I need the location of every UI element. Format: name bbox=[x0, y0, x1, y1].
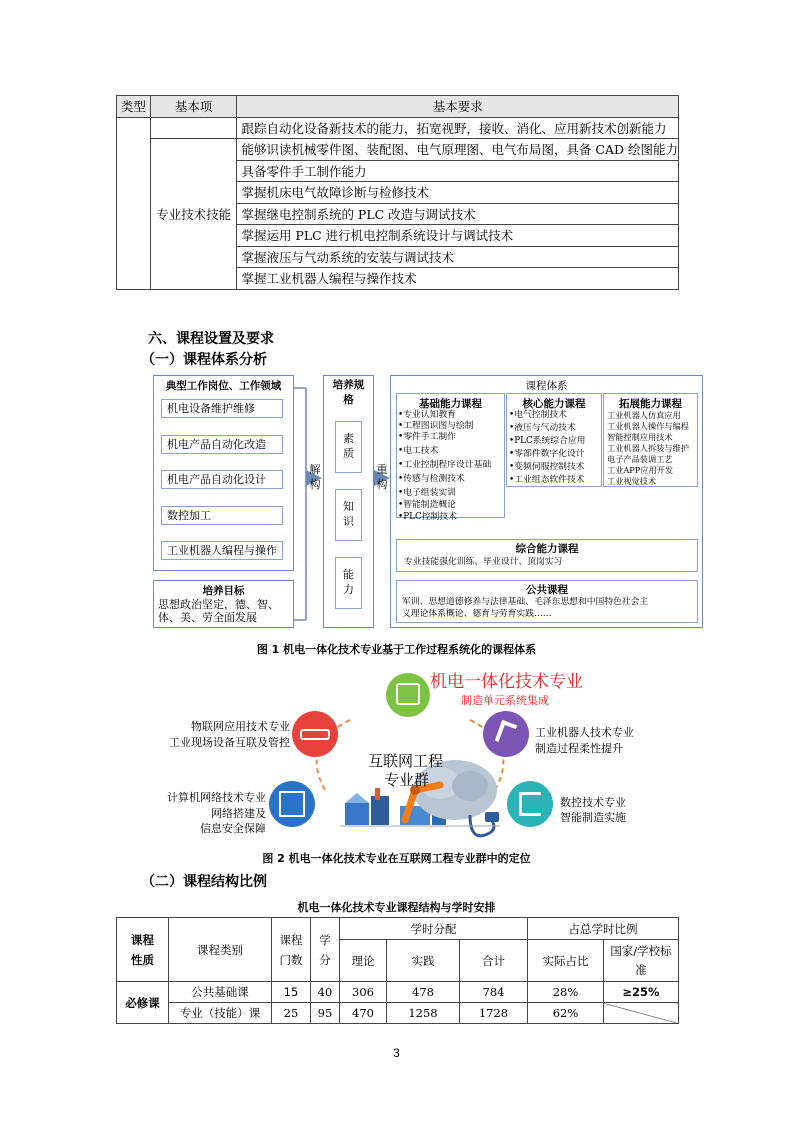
header-standard-line: 国家/学校标 bbox=[610, 943, 672, 958]
header-standard-line: 准 bbox=[635, 962, 647, 977]
job-item: 数控加工 bbox=[161, 506, 283, 525]
group-title-line: 互联网工程 bbox=[368, 752, 444, 770]
section-heading-6: 六、课程设置及要求 bbox=[148, 331, 274, 347]
table-row bbox=[117, 1003, 679, 1024]
total-cell: 1728 bbox=[460, 1003, 528, 1024]
type-cell: 专业（技能）课 bbox=[169, 1003, 272, 1024]
jobs-title: 典型工作岗位、工作领域 bbox=[165, 380, 282, 392]
standard-cell: ≥25% bbox=[604, 982, 679, 1003]
goal-title: 培养目标 bbox=[202, 585, 245, 597]
table-2-title: 机电一体化技术专业课程结构与学时安排 bbox=[297, 901, 496, 914]
actual-cell: 62% bbox=[528, 1003, 604, 1024]
header-actual: 实际占比 bbox=[528, 940, 604, 982]
list-item: 电子产品装调工艺 bbox=[607, 454, 673, 464]
router-icon bbox=[300, 729, 330, 740]
list-item: •工业组态软件技术 bbox=[509, 475, 585, 485]
practice-cell: 478 bbox=[387, 982, 460, 1003]
public-course-text-line: 义理论体系概论、德育与劳育实践…… bbox=[402, 609, 552, 619]
type-cell: 公共基础课 bbox=[169, 982, 272, 1003]
network-topology-icon bbox=[279, 791, 305, 817]
requirement-cell: 跟踪自动化设备新技术的能力，拓宽视野，接收、消化、应用新技术创新能力 bbox=[237, 117, 679, 139]
spec-char: 质 bbox=[343, 447, 354, 460]
list-item: •PLC系统综合应用 bbox=[509, 436, 586, 446]
public-course-text-line: 军训、思想道德修养与法律基础、毛泽东思想和中国特色社会主 bbox=[402, 597, 649, 607]
list-item: 工业APP应用开发 bbox=[607, 465, 674, 475]
table-header-row bbox=[117, 918, 679, 940]
list-item: •零部件数字化设计 bbox=[509, 449, 585, 459]
core-course-title: 核心能力课程 bbox=[522, 398, 586, 410]
section-heading-6-2: （二）课程结构比例 bbox=[141, 874, 267, 890]
list-item: 工业机器人拆装与维护 bbox=[607, 443, 689, 453]
extension-course-title: 拓展能力课程 bbox=[619, 398, 682, 410]
iot-major-name: 物联网应用技术专业 bbox=[191, 720, 290, 733]
header-count bbox=[272, 918, 311, 982]
header-credit-line: 学 bbox=[319, 932, 331, 947]
header-basic-requirement: 基本要求 bbox=[237, 96, 679, 118]
credit-cell: 40 bbox=[311, 982, 340, 1003]
robot-major-desc: 制造过程柔性提升 bbox=[535, 742, 623, 755]
count-cell: 15 bbox=[272, 982, 311, 1003]
header-basic-item: 基本项 bbox=[150, 96, 237, 118]
spec-title-line: 培养规 bbox=[332, 379, 365, 391]
figure-2-caption: 图 2 机电一体化技术专业在互联网工程专业群中的定位 bbox=[262, 852, 531, 865]
header-type: 类型 bbox=[117, 96, 151, 118]
theory-cell: 470 bbox=[340, 1003, 387, 1024]
list-item: 智能控制应用技术 bbox=[607, 432, 673, 442]
requirement-cell: 掌握继电控制系统的 PLC 改造与调试技术 bbox=[237, 203, 679, 225]
course-structure-table bbox=[116, 917, 679, 1024]
spec-char: 力 bbox=[343, 583, 354, 596]
header-nature bbox=[117, 918, 169, 982]
figure-1-caption: 图 1 机电一体化技术专业基于工作过程系统化的课程体系 bbox=[256, 643, 537, 656]
section-heading-6-1: （一）课程体系分析 bbox=[141, 352, 267, 368]
control-panel-icon bbox=[396, 683, 420, 705]
network-major-name: 计算机网络技术专业 bbox=[167, 791, 266, 804]
list-item: 工业机器人仿真应用 bbox=[607, 410, 681, 420]
header-standard bbox=[604, 940, 679, 982]
header-ratio: 占总学时比例 bbox=[528, 918, 679, 940]
group-title-line: 专业群 bbox=[384, 771, 430, 789]
list-item: •变频伺服控制技术 bbox=[509, 462, 585, 472]
list-item: 工业机器人操作与编程 bbox=[607, 421, 689, 431]
requirement-cell: 掌握机床电气故障诊断与检修技术 bbox=[237, 182, 679, 204]
list-item: 工业视觉技术 bbox=[607, 476, 657, 486]
actual-cell: 28% bbox=[528, 982, 604, 1003]
requirement-cell: 掌握液压与气动系统的安装与调试技术 bbox=[237, 246, 679, 268]
list-item: •传感与检测技术 bbox=[398, 474, 465, 484]
job-item: 工业机器人编程与操作 bbox=[161, 541, 283, 560]
spec-char: 能 bbox=[343, 568, 354, 581]
network-major-desc: 信息安全保障 bbox=[200, 822, 266, 835]
job-item: 机电产品自动化改造 bbox=[161, 435, 283, 454]
page-number: 3 bbox=[393, 1046, 400, 1060]
header-count-line: 门数 bbox=[279, 952, 303, 967]
course-system-title: 课程体系 bbox=[525, 380, 568, 392]
credit-cell: 95 bbox=[311, 1003, 340, 1024]
cnc-major-desc: 智能制造实施 bbox=[560, 811, 626, 824]
header-total: 合计 bbox=[460, 940, 528, 982]
spec-char: 知 bbox=[343, 500, 354, 513]
header-theory: 理论 bbox=[340, 940, 387, 982]
header-nature-line: 性质 bbox=[131, 952, 154, 967]
list-item: •电工技术 bbox=[398, 446, 439, 456]
comprehensive-course-text: 专业技能强化训练、毕业设计、顶岗实习 bbox=[404, 557, 563, 567]
main-major-title: 机电一体化技术专业 bbox=[430, 672, 583, 692]
main-major-subtitle: 制造单元系统集成 bbox=[461, 694, 549, 707]
header-nature-line: 课程 bbox=[131, 932, 154, 947]
spec-title-line: 格 bbox=[343, 394, 354, 406]
nature-cell: 必修课 bbox=[117, 982, 169, 1024]
list-item: •智能制造概论 bbox=[398, 500, 456, 510]
category-cell: 专业技术技能 bbox=[150, 139, 237, 290]
reconstruct-char: 重 bbox=[376, 463, 388, 476]
header-credit bbox=[311, 918, 340, 982]
count-cell: 25 bbox=[272, 1003, 311, 1024]
requirement-cell: 掌握运用 PLC 进行机电控制系统设计与调试技术 bbox=[237, 225, 679, 247]
table-row bbox=[117, 982, 679, 1003]
cnc-major-name: 数控技术专业 bbox=[560, 796, 626, 809]
requirement-cell: 具备零件手工制作能力 bbox=[237, 160, 679, 182]
practice-cell: 1258 bbox=[387, 1003, 460, 1024]
job-item: 机电产品自动化设计 bbox=[161, 470, 283, 489]
goal-text-line: 体、美、劳全面发展 bbox=[158, 611, 257, 624]
header-credit-line: 分 bbox=[319, 952, 331, 967]
public-course-title: 公共课程 bbox=[526, 584, 568, 596]
total-cell: 784 bbox=[460, 982, 528, 1003]
basic-course-title: 基础能力课程 bbox=[419, 398, 482, 410]
list-item: •零件手工制作 bbox=[398, 432, 456, 442]
comprehensive-course-title: 综合能力课程 bbox=[515, 543, 579, 555]
deconstruct-char: 解 bbox=[309, 463, 321, 476]
requirement-cell: 掌握工业机器人编程与操作技术 bbox=[237, 268, 679, 290]
header-practice: 实践 bbox=[387, 940, 460, 982]
robot-major-name: 工业机器人技术专业 bbox=[535, 726, 634, 739]
standard-cell-diagonal bbox=[604, 1003, 679, 1024]
list-item: •电子组装实训 bbox=[398, 488, 456, 498]
network-major-desc: 网络搭建及 bbox=[211, 807, 266, 820]
header-type: 课程类别 bbox=[169, 918, 272, 982]
list-item: •工业控制程序设计基础 bbox=[398, 460, 492, 470]
header-count-line: 课程 bbox=[279, 932, 303, 947]
job-item: 机电设备维护维修 bbox=[161, 399, 283, 418]
theory-cell: 306 bbox=[340, 982, 387, 1003]
deconstruct-char: 构 bbox=[309, 478, 321, 491]
reconstruct-char: 构 bbox=[376, 478, 388, 491]
header-hours: 学时分配 bbox=[340, 918, 528, 940]
list-item: •工程图识图与绘制 bbox=[398, 421, 474, 431]
list-item: •PLC控制技术 bbox=[398, 512, 457, 522]
goal-text-line: 思想政治坚定，德、智、 bbox=[158, 598, 279, 611]
spec-char: 识 bbox=[343, 515, 354, 528]
list-item: •液压与气动技术 bbox=[509, 423, 576, 433]
cnc-machine-icon bbox=[519, 792, 541, 816]
requirement-cell: 能够识读机械零件图、装配图、电气原理图、电气布局图，具备 CAD 绘图能力 bbox=[237, 139, 679, 161]
spec-char: 素 bbox=[343, 432, 354, 445]
list-item: •电气控制技术 bbox=[509, 410, 567, 420]
iot-major-desc: 工业现场设备互联及管控 bbox=[169, 736, 290, 749]
list-item: •专业认知教育 bbox=[398, 410, 456, 420]
